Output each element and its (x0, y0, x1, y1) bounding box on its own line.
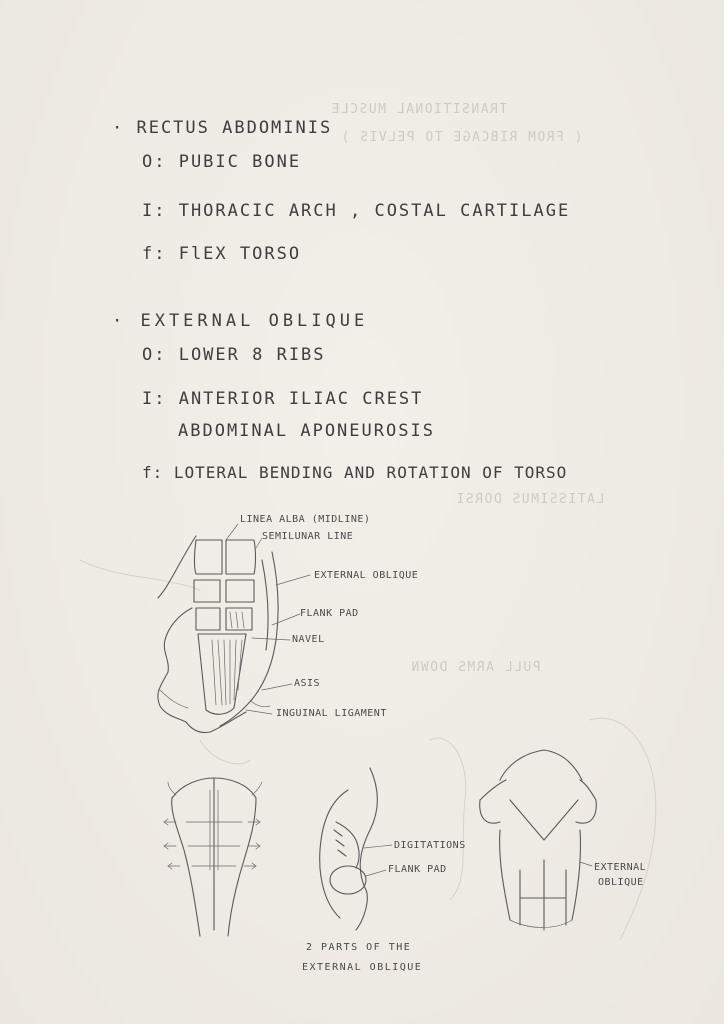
torso-front-sketch (158, 536, 278, 733)
rectus-arrows-sketch (164, 778, 262, 936)
label-digitations: DIGITATIONS (394, 840, 466, 851)
oblique-function: f: LOTERAL BENDING AND ROTATION OF TORSO (142, 463, 568, 482)
label-semilunar-line: SEMILUNAR LINE (262, 531, 354, 542)
label-navel: NAVEL (292, 634, 325, 645)
label-flank-pad: FLANK PAD (300, 608, 359, 619)
oblique-origin: O: LOWER 8 RIBS (142, 345, 326, 365)
label-linea-alba: LINEA ALBA (MIDLINE) (240, 514, 371, 525)
label-external-oblique-right-1: EXTERNAL (594, 862, 647, 873)
rectus-origin: O: PUBIC BONE (142, 152, 302, 172)
bleed-through-line: ( FROM RIBCAGE TO PELVIS ) (340, 130, 583, 145)
label-external-oblique-right-2: OBLIQUE (598, 877, 644, 888)
caption-line-2: EXTERNAL OBLIQUE (302, 962, 423, 973)
bleed-through-line: PULL ARMS DOWN (410, 660, 541, 675)
label-external-oblique: EXTERNAL OBLIQUE (314, 570, 419, 581)
bleed-through-sketch (80, 560, 656, 940)
rectus-title: · RECTUS ABDOMINIS (112, 118, 333, 138)
caption-line-1: 2 PARTS OF THE (306, 942, 412, 953)
label-flank-pad-2: FLANK PAD (388, 864, 447, 875)
oblique-title: · EXTERNAL OBLIQUE (112, 311, 369, 331)
oblique-insertion-1: I: ANTERIOR ILIAC CREST (142, 389, 424, 409)
rectus-insertion: I: THORACIC ARCH , COSTAL CARTILAGE (142, 201, 571, 221)
bleed-through-line: LATISSIMUS DORSI (455, 492, 605, 507)
rectus-function: f: FlEX TORSO (142, 244, 302, 264)
oblique-insertion-2: ABDOMINAL APONEUROSIS (178, 421, 435, 441)
bleed-through-line: TRANSITIONAL MUSCLE (330, 102, 508, 117)
torso-oblique-sketch (480, 750, 597, 930)
label-asis: ASIS (294, 678, 321, 689)
label-inguinal-ligament: INGUINAL LIGAMENT (276, 708, 387, 719)
side-torso-sketch (320, 768, 392, 930)
